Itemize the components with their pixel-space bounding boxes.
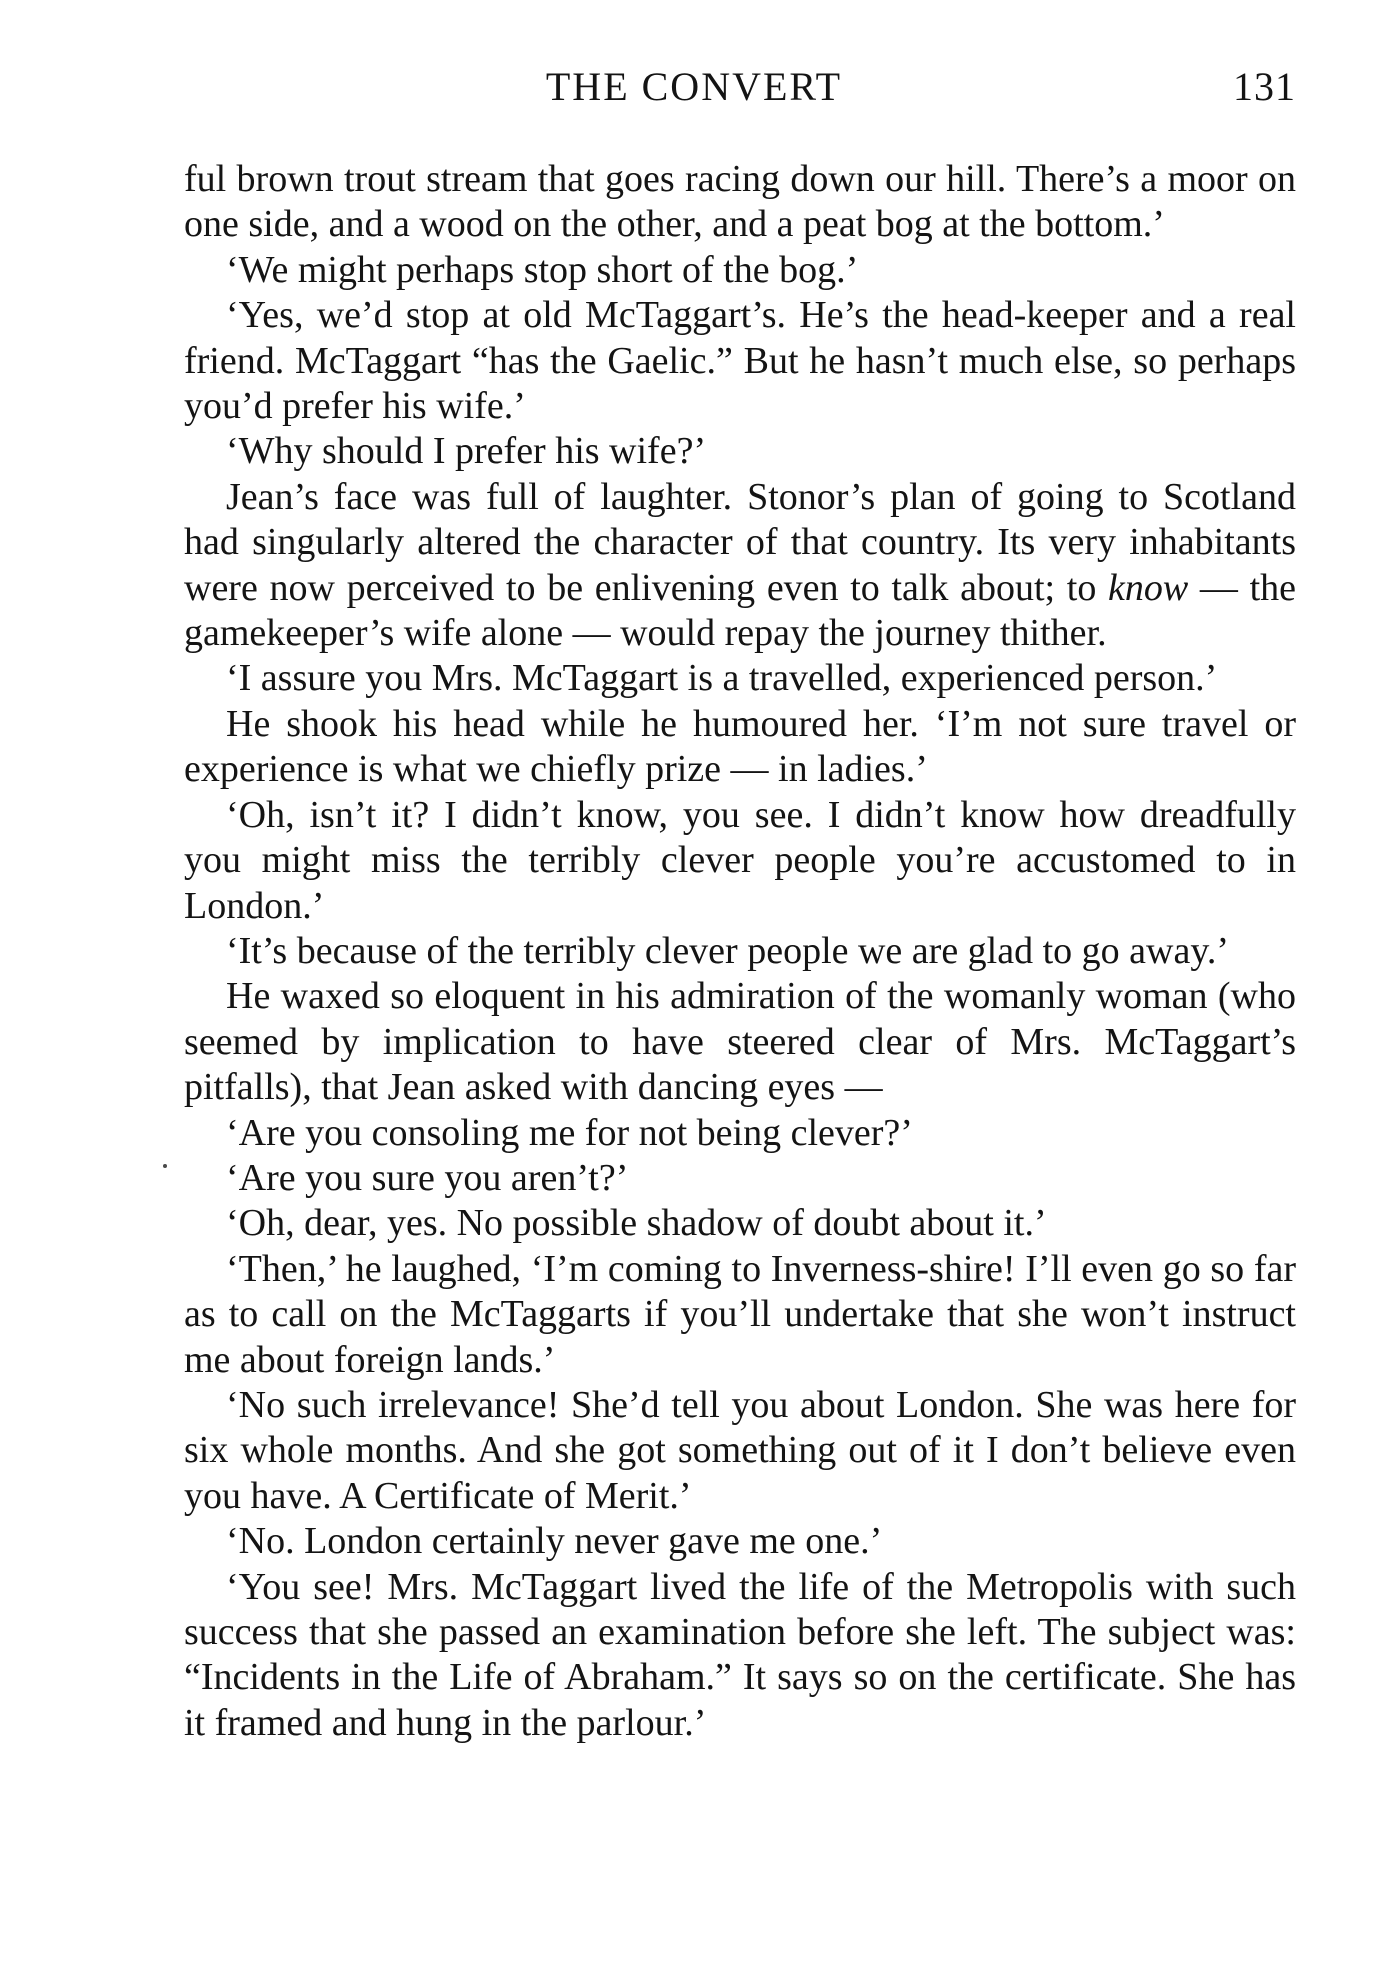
- text-run: ‘No such irrelevance! She’d tell you about London. She was here for six whole months. And she got something out of it I don’t believe even you have. A Certificate of Merit.’: [184, 1383, 1296, 1517]
- running-title: THE CONVERT: [545, 64, 843, 109]
- paragraph: [184, 429, 1296, 474]
- paragraph: [184, 1519, 1296, 1564]
- text-run: ‘No. London certainly never gave me one.’: [226, 1520, 883, 1563]
- text-run: ‘Are you consoling me for not being clever?’: [226, 1111, 913, 1154]
- text-run: ‘Why should I prefer his wife?’: [226, 430, 707, 473]
- paragraph: [184, 929, 1296, 974]
- page-number: 131: [1233, 64, 1296, 109]
- paragraph: [184, 1156, 1296, 1201]
- text-run: ‘You see! Mrs. McTaggart lived the life of the Metropolis with such success that she passed an examination before she left. The subject was: “Incidents in the Life of Abraham.” It says so on the certificate. She has it framed and hung in the parlour.’: [184, 1565, 1296, 1744]
- paragraph: [184, 1111, 1296, 1156]
- text-run: ‘It’s because of the terribly clever people we are glad to go away.’: [226, 929, 1230, 972]
- body-text: [184, 157, 1296, 1746]
- paragraph: [184, 702, 1296, 793]
- paragraph: [184, 475, 1296, 657]
- text-run: ‘I assure you Mrs. McTaggart is a travelled, experienced person.’: [226, 657, 1218, 700]
- text-run: He waxed so eloquent in his admiration of the womanly woman (who seemed by implication to have steered clear of Mrs. McTaggart’s pitfalls), that Jean asked with dancing eyes —: [184, 975, 1296, 1109]
- text-run: ‘We might perhaps stop short of the bog.’: [226, 248, 859, 291]
- text-run: — the gamekeeper’s wife alone — would repay the journey thither.: [184, 566, 1296, 655]
- paragraph: [184, 974, 1296, 1110]
- text-run: Jean’s face was full of laughter. Stonor’s plan of going to Scotland had singularly altered the character of that country. Its very inhabitants were now perceived to be enlivening even to talk about; to: [184, 475, 1296, 609]
- running-head: [0, 62, 1388, 112]
- paragraph: [184, 1247, 1296, 1383]
- paragraph: [184, 157, 1296, 248]
- paragraph: [184, 656, 1296, 701]
- paragraph: [184, 793, 1296, 929]
- text-run: He shook his head while he humoured her. ‘I’m not sure travel or experience is what we chiefly prize — in ladies.’: [184, 702, 1296, 791]
- text-run: ‘Oh, dear, yes. No possible shadow of doubt about it.’: [226, 1202, 1047, 1245]
- text-run: ‘Oh, isn’t it? I didn’t know, you see. I didn’t know how dreadfully you might miss the terribly clever people you’re accustomed to in London.’: [184, 793, 1296, 927]
- paragraph: [184, 293, 1296, 429]
- italic-text: know: [1108, 566, 1189, 609]
- paragraph: [184, 248, 1296, 293]
- text-run: ful brown trout stream that goes racing down our hill. There’s a moor on one side, and a wood on the other, and a peat bog at the bottom.’: [184, 158, 1296, 246]
- text-run: ‘Yes, we’d stop at old McTaggart’s. He’s the head-keeper and a real friend. McTaggart “has the Gaelic.” But he hasn’t much else, so perhaps you’d prefer his wife.’: [184, 294, 1296, 428]
- paragraph: [184, 1565, 1296, 1747]
- print-speck: [163, 1164, 167, 1168]
- text-run: ‘Then,’ he laughed, ‘I’m coming to Inverness-shire! I’ll even go so far as to call on the McTaggarts if you’ll undertake that she won’t instruct me about foreign lands.’: [184, 1247, 1296, 1381]
- text-run: ‘Are you sure you aren’t?’: [226, 1156, 629, 1199]
- paragraph: [184, 1201, 1296, 1246]
- paragraph: [184, 1383, 1296, 1519]
